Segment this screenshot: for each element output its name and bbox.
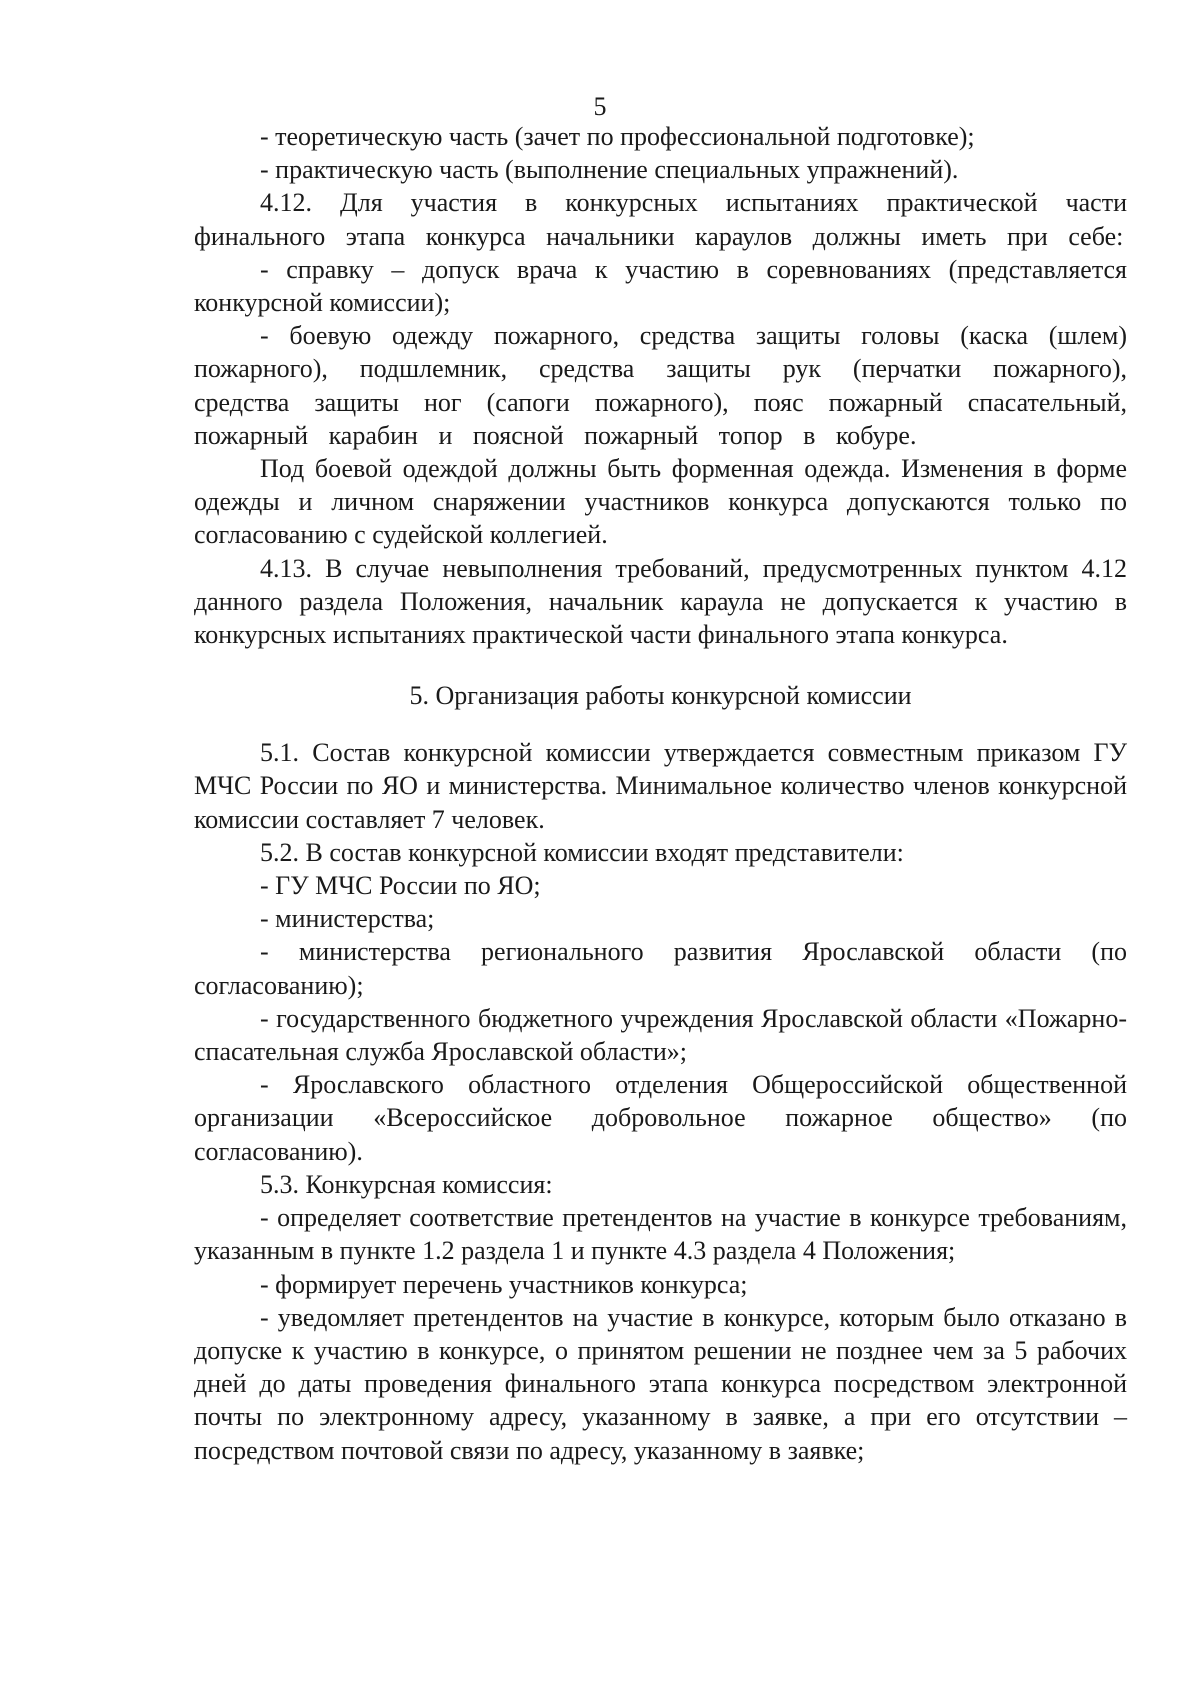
list-item-vdpo: - Ярославского областного отделения Общероссийской общественной организации «Всероссийское добровольное пожарное общество» (по согласованию).: [194, 1070, 1127, 1166]
list-item-notifies: - уведомляет претендентов на участие в конкурсе, которым было отказано в допуске к участию в конкурсе, о принятом решении не позднее чем за 5 рабочих дней до даты проведения финального этапа конкурса посредством электронной почты по электронному адресу, указанному в заявке, а при его отсутствии – посредством почтовой связи по адресу, указанному в заявке;: [194, 1302, 1127, 1465]
paragraph-4-12: 4.12. Для участия в конкурсных испытаниях практической части финального этапа конкурса начальники караулов должны иметь при себе:: [194, 188, 1127, 251]
list-item-fire-rescue-service: - государственного бюджетного учреждения Ярославской области «Пожарно-спасательная служба Ярославской области»;: [194, 1003, 1127, 1067]
paragraph-combat-clothing: - боевую одежду пожарного, средства защиты головы (каска (шлем) пожарного), подшлемник, средства защиты рук (перчатки пожарного), средства защиты ног (сапоги пожарного), пояс пожарный спасательный, пожарный карабин и поясной пожарный топор в кобуре.: [194, 321, 1127, 450]
list-item-gu-mchs: - ГУ МЧС России по ЯО;: [260, 871, 541, 901]
page-number: 5: [593, 92, 607, 121]
list-item-ministry: - министерства;: [260, 904, 435, 934]
paragraph-4-13: 4.13. В случае невыполнения требований, предусмотренных пунктом 4.12 данного раздела Положения, начальник караула не допускается к участию в конкурсных испытаниях практической части финального этапа конкурса.: [194, 553, 1127, 650]
list-item-determines-compliance: - определяет соответствие претендентов на участие в конкурсе требованиям, указанным в пункте 1.2 раздела 1 и пункте 4.3 раздела 4 Положения;: [194, 1203, 1127, 1266]
paragraph-practice-part: - практическую часть (выполнение специальных упражнений).: [260, 155, 959, 185]
paragraph-5-3: 5.3. Конкурсная комиссия:: [260, 1169, 553, 1199]
paragraph-uniform: Под боевой одеждой должны быть форменная одежда. Изменения в форме одежды и личном снаряжении участников конкурса допускаются только по согласованию с судейской коллегией.: [194, 454, 1127, 550]
list-item-regional-ministry: - министерства регионального развития Ярославской области (по согласованию);: [194, 937, 1127, 1000]
paragraph-5-1: 5.1. Состав конкурсной комиссии утверждается совместным приказом ГУ МЧС России по ЯО и министерства. Минимальное количество членов конкурсной комиссии составляет 7 человек.: [194, 738, 1127, 834]
paragraph-theory-part: - теоретическую часть (зачет по профессиональной подготовке);: [260, 122, 975, 151]
document-body: [194, 120, 1127, 1467]
section-heading: 5. Организация работы конкурсной комиссии: [409, 681, 912, 711]
list-item-forms-list: - формирует перечень участников конкурса;: [260, 1269, 748, 1299]
paragraph-medical-certificate: - справку – допуск врача к участию в соревнованиях (представляется конкурсной комиссии);: [194, 254, 1127, 318]
paragraph-5-2: 5.2. В состав конкурсной комиссии входят представители:: [260, 837, 904, 867]
